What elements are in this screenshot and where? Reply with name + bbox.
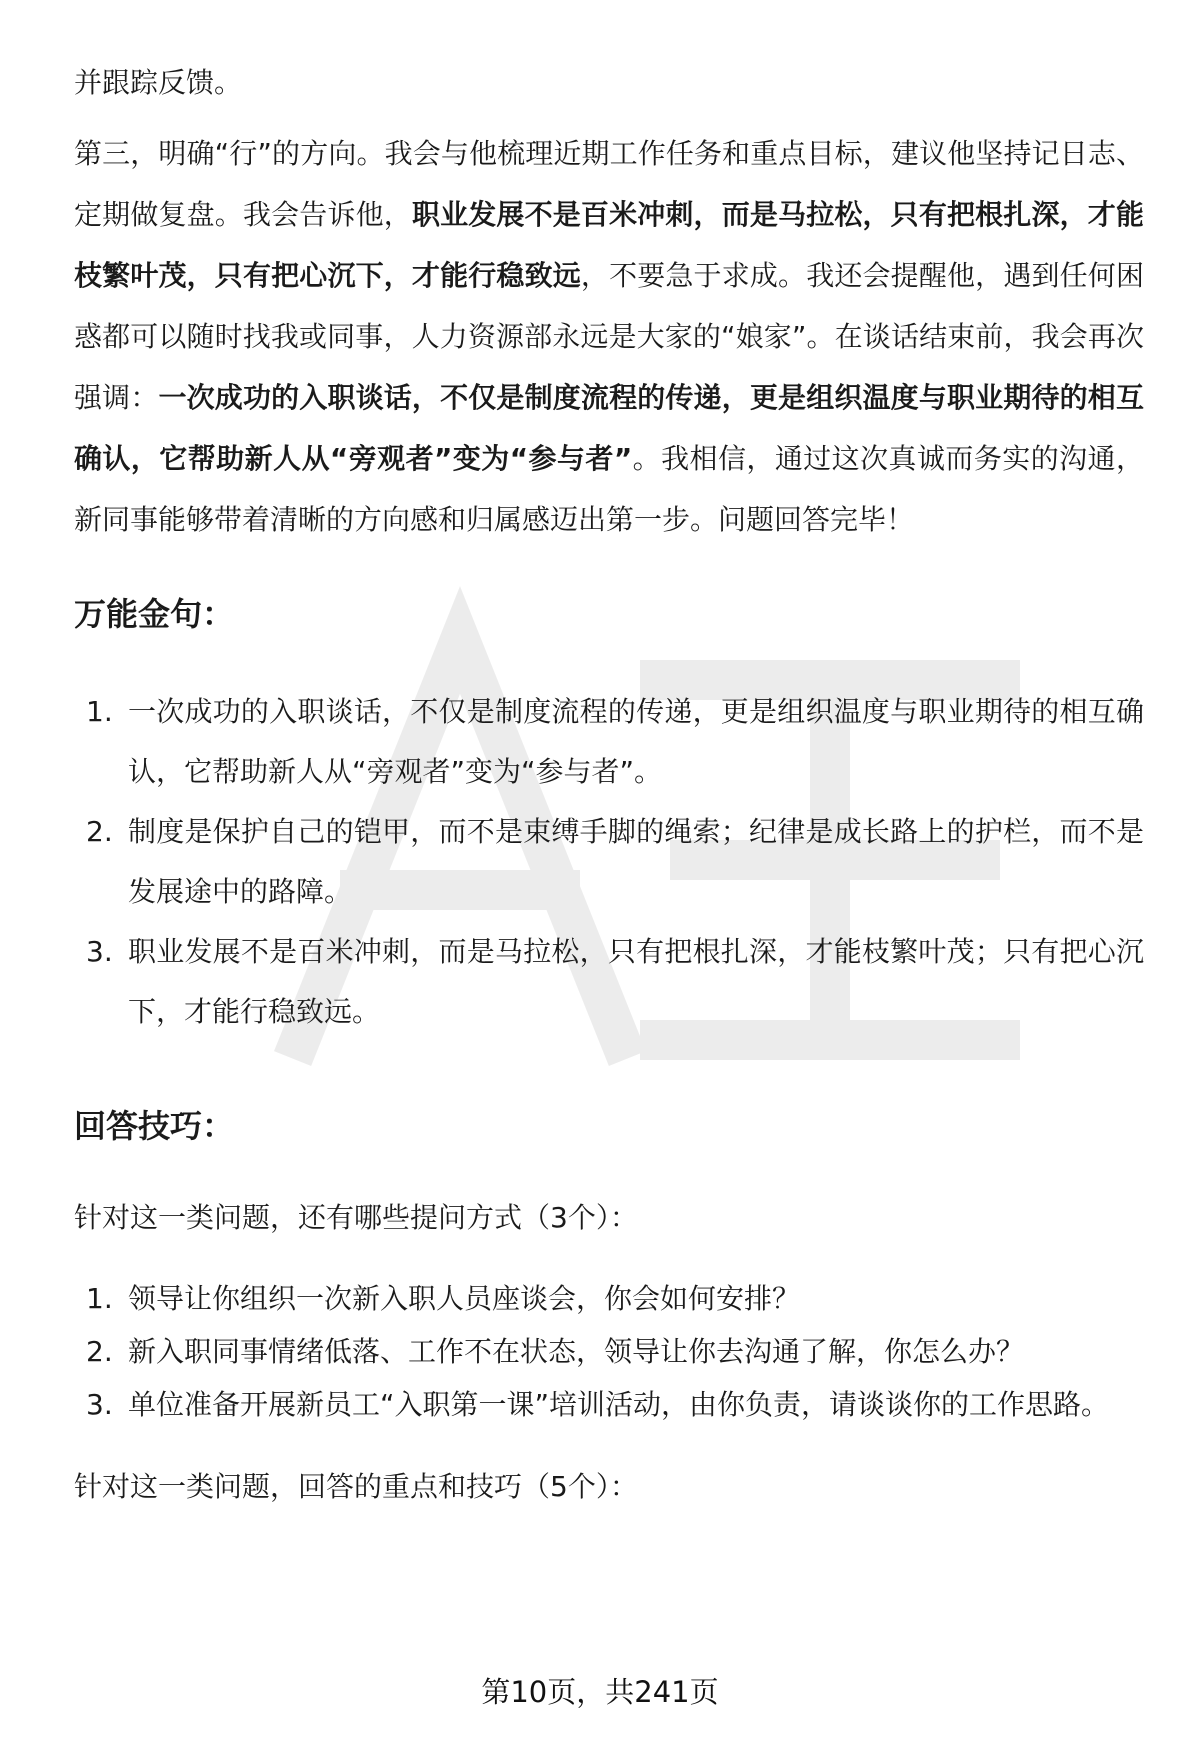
question-variants-intro: 针对这一类问题，还有哪些提问方式（3个）：	[74, 1201, 638, 1234]
list-item	[74, 802, 1144, 922]
text-run: ，不要急于求成。我还会提醒他，遇到任何困惑都可以随时找我或同事，人力资源部永远是大家的“娘家”。在谈话结束前，我会再次强调：	[74, 259, 1144, 414]
list-item	[74, 1272, 1144, 1325]
section-heading-golden-sentences: 万能金句：	[74, 595, 235, 633]
golden-sentences-list	[74, 682, 1144, 1042]
list-item	[74, 1325, 1144, 1378]
key-points-intro: 针对这一类问题，回答的重点和技巧（5个）：	[74, 1470, 638, 1503]
page-number-footer: 第10页，共241页	[481, 1675, 719, 1709]
list-item	[74, 922, 1144, 1042]
list-number: 3.	[86, 935, 113, 968]
bold-text-run: 职业发展不是百米冲刺，而是马拉松，只有把根扎深，才能枝繁叶茂，只有把心沉下，才能行稳致远	[74, 198, 1144, 292]
list-item-text: 制度是保护自己的铠甲，而不是束缚手脚的绳索；纪律是成长路上的护栏，而不是发展途中的路障。	[128, 815, 1144, 908]
list-number: 3.	[86, 1388, 113, 1421]
list-item-text: 单位准备开展新员工“入职第一课”培训活动，由你负责，请谈谈你的工作思路。	[128, 1388, 1110, 1421]
list-item-text: 领导让你组织一次新入职人员座谈会，你会如何安排？	[128, 1282, 801, 1315]
list-item	[74, 1378, 1144, 1431]
list-number: 2.	[86, 815, 113, 848]
text-run: 。我相信，通过这次真诚而务实的沟通，新同事能够带着清晰的方向感和归属感迈出第一步。问题回答完毕！	[74, 442, 1144, 536]
section-heading-answer-tips: 回答技巧：	[74, 1107, 235, 1145]
paragraph-continuation: 并跟踪反馈。	[74, 66, 243, 99]
list-item-text: 一次成功的入职谈话，不仅是制度流程的传递，更是组织温度与职业期待的相互确认，它帮助新人从“旁观者”变为“参与者”。	[128, 695, 1144, 788]
list-item-text: 职业发展不是百米冲刺，而是马拉松，只有把根扎深，才能枝繁叶茂；只有把心沉下，才能行稳致远。	[128, 935, 1144, 1028]
paragraph-third-step	[74, 123, 1144, 550]
text-run: 第三，明确“行”的方向。我会与他梳理近期工作任务和重点目标，建议他坚持记日志、定期做复盘。我会告诉他，	[74, 137, 1144, 231]
list-item-text: 新入职同事情绪低落、工作不在状态，领导让你去沟通了解，你怎么办？	[128, 1335, 1025, 1368]
list-number: 2.	[86, 1335, 113, 1368]
list-number: 1.	[86, 1282, 113, 1315]
list-number: 1.	[86, 695, 113, 728]
bold-text-run: 一次成功的入职谈话，不仅是制度流程的传递，更是组织温度与职业期待的相互确认，它帮助新人从“旁观者”变为“参与者”	[74, 381, 1144, 475]
document-page	[74, 52, 1144, 1517]
question-variants-list	[74, 1272, 1144, 1431]
list-item	[74, 682, 1144, 802]
